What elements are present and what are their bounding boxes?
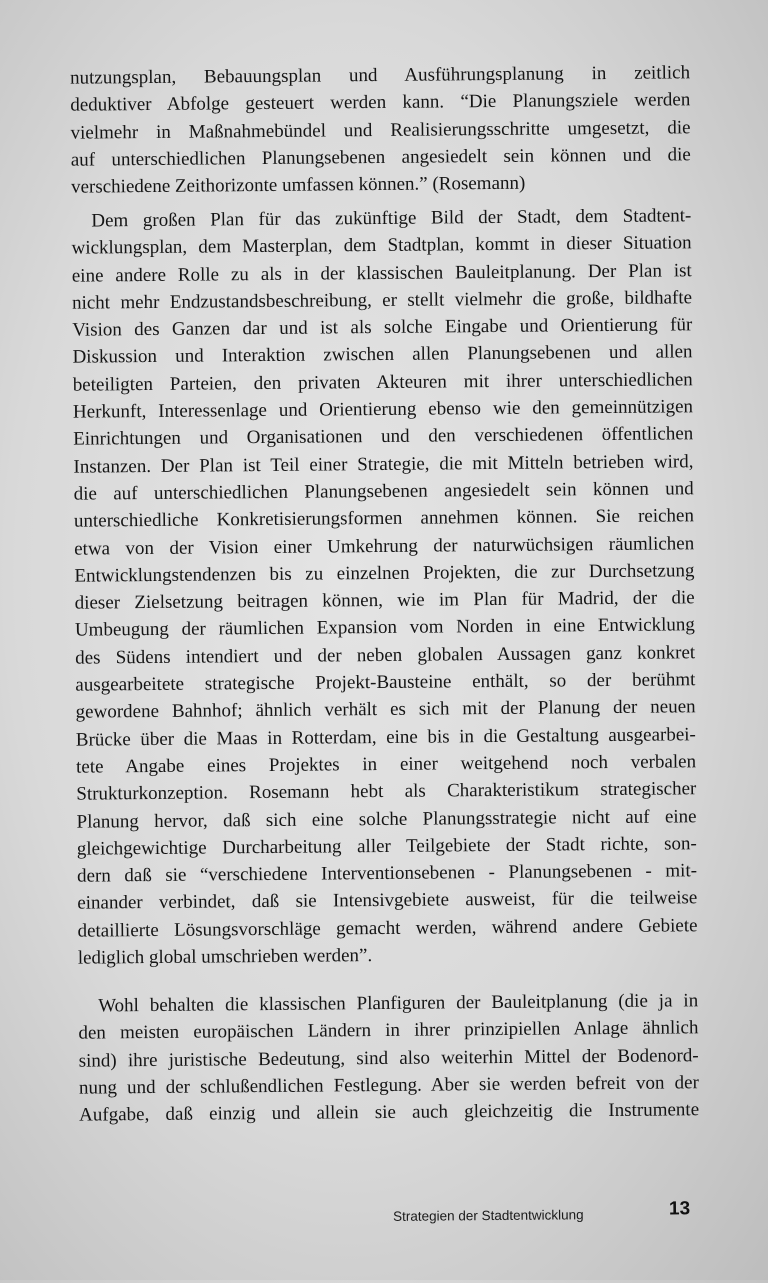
text-line: dern daß sie “verschiedene Interventionsebenen - Planungsebenen - mit- bbox=[76, 860, 698, 887]
paragraph-bauleitplanung bbox=[78, 987, 699, 1129]
text-line: Aufgabe, daß einzig und allein sie auch gleichzeitig die Instrumente bbox=[79, 1099, 700, 1126]
page-footer bbox=[5, 1198, 768, 1239]
text-line: Planung hervor, daß sich eine solche Planungsstrategie nicht auf eine bbox=[76, 805, 697, 833]
text-line: gewordene Bahnhof; ähnlich verhält es sich mit der Planung der neuen bbox=[75, 696, 696, 724]
text-line: Wohl behalten die klassischen Planfiguren der Bauleitplanung (die ja in bbox=[98, 990, 699, 1017]
text-line: dieser Zielsetzung beitragen können, wie im Plan für Madrid, der die bbox=[74, 587, 695, 614]
text-line: unterschiedliche Konkretisierungsformen annehmen können. Sie reichen bbox=[73, 505, 695, 532]
text-line: deduktiver Abfolge gesteuert werden kann. “Die Planungsziele werden bbox=[70, 89, 691, 116]
text-line: Diskussion und Interaktion zwischen allen Planungsebenen und allen bbox=[72, 341, 693, 369]
text-line: einander verbindet, daß sie Intensivgebiete ausweist, für die teilweise bbox=[77, 887, 698, 915]
text-line: tete Angabe eines Projektes in einer weitgehend noch verbalen bbox=[76, 751, 697, 778]
page-number: 13 bbox=[668, 1198, 691, 1220]
text-line: wicklungsplan, dem Masterplan, dem Stadtplan, kommt in dieser Situation bbox=[71, 232, 692, 259]
text-line: gleichgewichtige Durcharbeitung aller Teilgebiete der Stadt richte, son- bbox=[76, 833, 697, 860]
text-line: vielmehr in Maßnahmebündel und Realisierungsschritte umgesetzt, die bbox=[70, 116, 691, 144]
text-line: auf unterschiedlichen Planungsebenen angesiedelt sein können und die bbox=[70, 144, 691, 171]
text-line: Dem großen Plan für das zukünftige Bild der Stadt, dem Stadtent- bbox=[91, 205, 692, 232]
text-line: den meisten europäischen Ländern in ihrer prinzipiellen Anlage ähnlich bbox=[78, 1017, 699, 1044]
text-line: etwa von der Vision einer Umkehrung der naturwüchsigen räumlichen bbox=[74, 532, 695, 560]
text-line: detaillierte Lösungsvorschläge gemacht werden, während andere Gebiete bbox=[77, 914, 698, 942]
text-line: verschiedene Zeithorizonte umfassen können.” (Rosemann) bbox=[70, 172, 526, 198]
text-line: Vision des Ganzen dar und ist als solche Eingabe und Orientierung für bbox=[72, 314, 693, 341]
text-line: eine andere Rolle zu als in der klassischen Bauleitplanung. Der Plan ist bbox=[71, 259, 692, 287]
text-line: die auf unterschiedlichen Planungsebenen angesiedelt sein können und bbox=[73, 478, 694, 505]
text-line: Instanzen. Der Plan ist Teil einer Strategie, die mit Mitteln betrieben wird, bbox=[73, 450, 694, 478]
text-line: Entwicklungstendenzen bis zu einzelnen Projekten, die zur Durchsetzung bbox=[74, 560, 695, 587]
running-title: Strategien der Stadtentwicklung bbox=[392, 1207, 584, 1224]
text-line: lediglich global umschrieben werden”. bbox=[77, 945, 373, 969]
text-line: Umbeugung der räumlichen Expansion vom Norden in eine Entwicklung bbox=[74, 614, 695, 642]
text-line: nutzungsplan, Bebauungsplan und Ausführungsplanung in zeitlich bbox=[69, 62, 691, 89]
text-line: Einrichtungen und Organisationen und den verschiedenen öffentlichen bbox=[73, 423, 694, 451]
text-line: Herkunft, Interessenlage und Orientierung ebenso wie den gemeinnützigen bbox=[72, 396, 694, 423]
text-line: sind) ihre juristische Bedeutung, sind also weiterhin Mittel der Bodenord- bbox=[78, 1044, 699, 1072]
text-line: nung und der schlußendlichen Festlegung. Aber sie werden befreit von der bbox=[78, 1072, 699, 1099]
text-line: nicht mehr Endzustandsbeschreibung, er stellt vielmehr die große, bildhafte bbox=[71, 287, 693, 314]
text-line: des Südens intendiert und der neben globalen Aussagen ganz konkret bbox=[75, 642, 696, 669]
text-line: Brücke über die Maas in Rotterdam, eine bis in die Gestaltung ausgearbei- bbox=[75, 723, 696, 751]
paragraph-continuation bbox=[70, 59, 691, 201]
text-line: Strukturkonzeption. Rosemann hebt als Charakteristikum strategischer bbox=[76, 778, 697, 805]
text-line: ausgearbeitete strategische Projekt-Bausteine enthält, so der berühmt bbox=[75, 669, 696, 696]
text-line: beteiligten Parteien, den privaten Akteuren mit ihrer unterschiedlichen bbox=[72, 369, 693, 396]
paragraph-stadtplan bbox=[71, 202, 698, 972]
